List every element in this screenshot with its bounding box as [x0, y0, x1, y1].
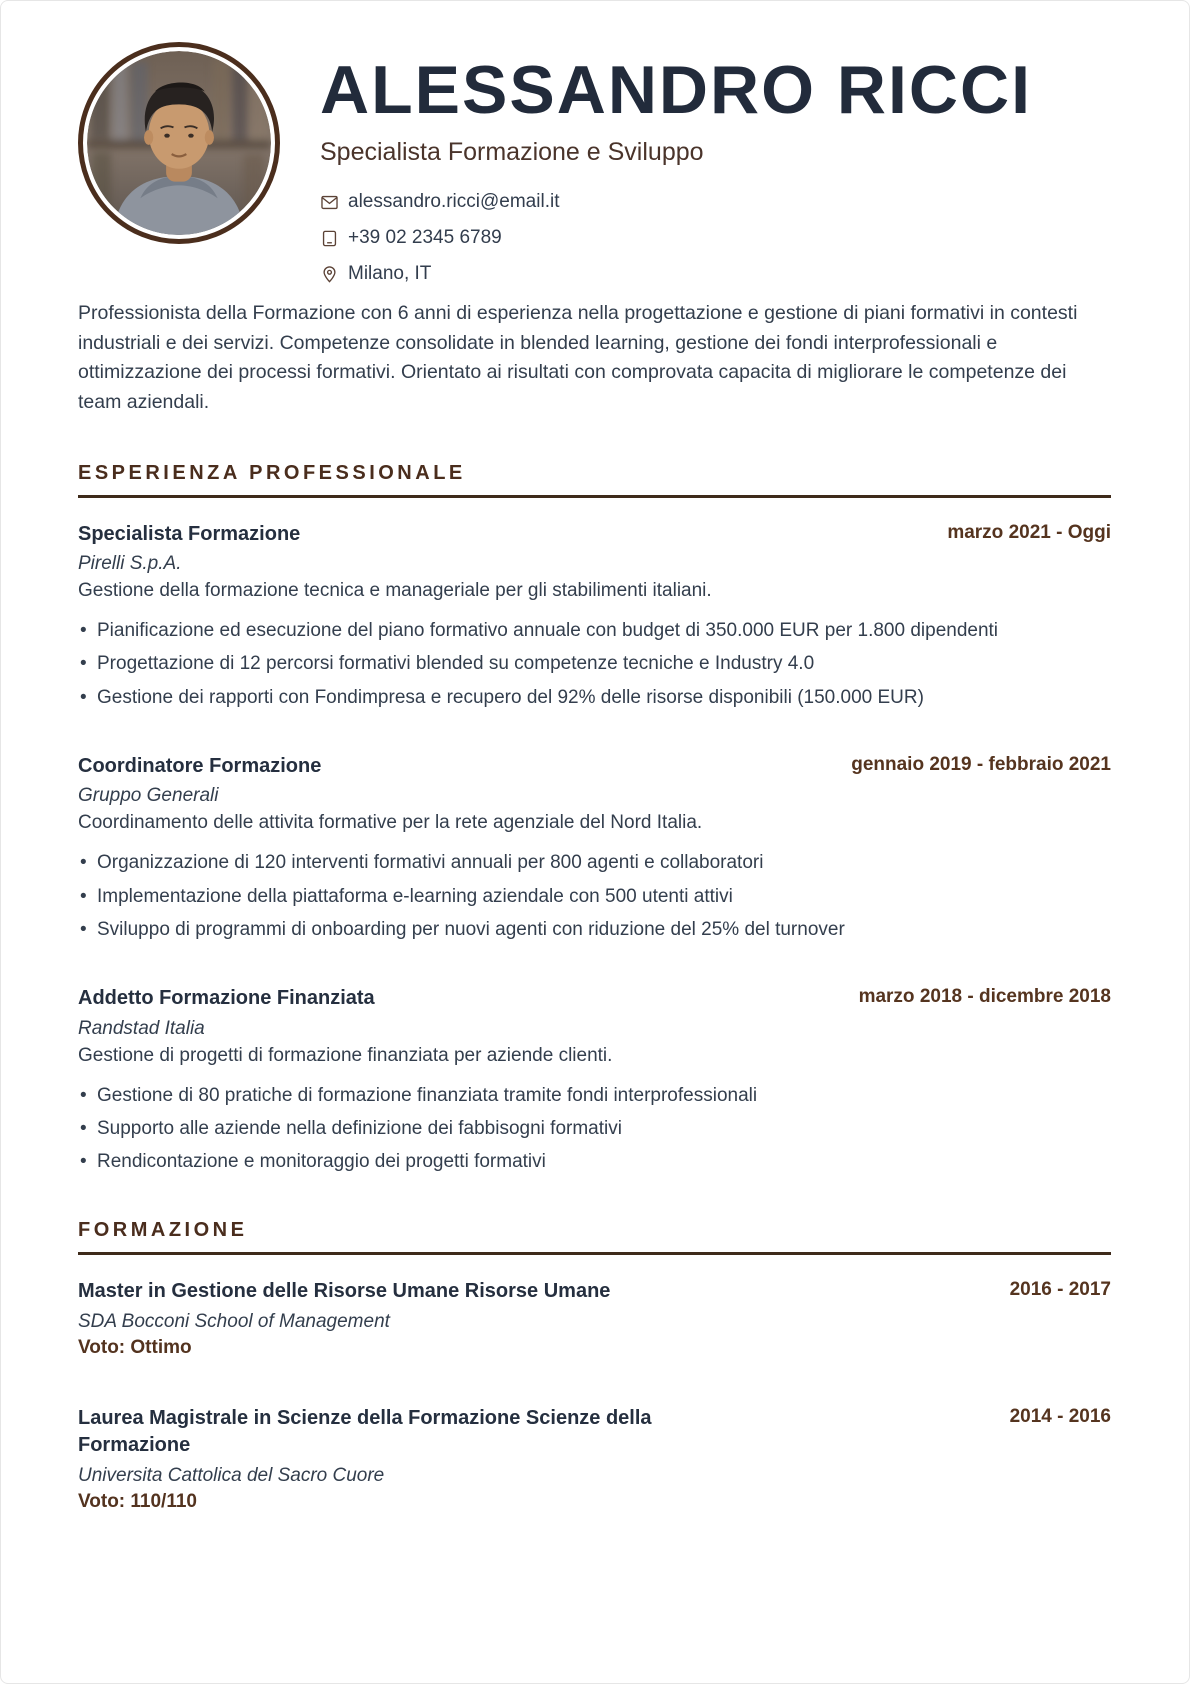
profile-photo [78, 42, 280, 244]
degree-dates: 2014 - 2016 [1009, 1405, 1111, 1427]
person-name: ALESSANDRO RICCI [320, 52, 1033, 128]
grade: Voto: 110/110 [78, 1491, 197, 1513]
job-bullet: • Supporto alle aziende nella definizione dei fabbisogni formativi [78, 1116, 1111, 1142]
phone-icon [320, 229, 339, 248]
header-main [320, 42, 1111, 285]
section-education [78, 1219, 1111, 1513]
job-bullet: • Progettazione di 12 percorsi formativi blended su competenze tecniche e Industry 4.0 [78, 651, 1111, 677]
job-dates: marzo 2018 - dicembre 2018 [858, 986, 1111, 1007]
entry-head [78, 1278, 1111, 1306]
job-company: Randstad Italia [78, 1017, 205, 1039]
contact-phone [320, 227, 1111, 249]
person-job-title: Specialista Formazione e Sviluppo [320, 138, 704, 166]
job-company: Pirelli S.p.A. [78, 553, 182, 575]
contact-list [320, 191, 1111, 285]
contact-phone-text: +39 02 2345 6789 [348, 227, 502, 248]
school-name: Universita Cattolica del Sacro Cuore [78, 1465, 385, 1487]
degree-dates: 2016 - 2017 [1009, 1279, 1111, 1301]
job-description: Gestione di progetti di formazione finanziata per aziende clienti. [78, 1044, 613, 1066]
job-bullet-list [78, 1083, 1111, 1176]
degree-title: Master in Gestione delle Risorse Umane Risorse Umane [78, 1280, 611, 1303]
job-description: Coordinamento delle attivita formative per la rete agenziale del Nord Italia. [78, 812, 703, 834]
entry-head [78, 521, 1111, 549]
section-divider [78, 495, 1111, 498]
job-bullet: • Rendicontazione e monitoraggio dei progetti formativi [78, 1149, 1111, 1175]
entry-head [78, 985, 1111, 1013]
job-bullet: • Implementazione della piattaforma e-learning aziendale con 500 utenti attivi [78, 884, 1111, 910]
entry-head [78, 1405, 1111, 1460]
email-icon [320, 193, 339, 212]
experience-entry [78, 521, 1111, 711]
job-dates: gennaio 2019 - febbraio 2021 [851, 753, 1111, 775]
job-bullet-list [78, 850, 1111, 943]
education-entry [78, 1278, 1111, 1359]
job-bullet: • Pianificazione ed esecuzione del piano formativo annuale con budget di 350.000 EUR per 1.800 dipendenti [78, 618, 1111, 644]
header [78, 42, 1111, 285]
school-name: SDA Bocconi School of Management [78, 1310, 390, 1332]
job-bullet: • Gestione di 80 pratiche di formazione finanziata tramite fondi interprofessionali [78, 1083, 1111, 1109]
job-title: Addetto Formazione Finanziata [78, 987, 375, 1009]
experience-entry [78, 985, 1111, 1175]
job-bullet: • Organizzazione di 120 interventi formativi annuali per 800 agenti e collaboratori [78, 850, 1111, 876]
section-experience [78, 462, 1111, 1176]
experience-entry [78, 753, 1111, 943]
contact-location [320, 263, 1111, 285]
contact-email-text: alessandro.ricci@email.it [348, 191, 560, 212]
profile-photo-illustration [87, 51, 271, 235]
location-icon [320, 265, 339, 284]
job-bullet: • Gestione dei rapporti con Fondimpresa e recupero del 92% delle risorse disponibili (150.000 EUR) [78, 685, 1111, 711]
job-dates: marzo 2021 - Oggi [947, 521, 1111, 543]
job-title: Specialista Formazione [78, 522, 301, 545]
cv-content [1, 1, 1189, 1513]
grade: Voto: Ottimo [78, 1336, 192, 1358]
job-description: Gestione della formazione tecnica e manageriale per gli stabilimenti italiani. [78, 580, 712, 602]
degree-title: Laurea Magistrale in Scienze della Formazione Scienze della Formazione [78, 1406, 652, 1457]
job-title: Coordinatore Formazione [78, 754, 322, 777]
section-divider [78, 1252, 1111, 1255]
contact-location-text: Milano, IT [348, 263, 432, 284]
profile-summary: Professionista della Formazione con 6 anni di esperienza nella progettazione e gestione di piani formativi in contesti industriali e dei servizi. Competenze consolidate in blended learning, gestione dei fondi interprofessionali e ottimizzazione dei processi formativi. Orientato ai risultati con comprovata capacita di migliorare le competenze dei team aziendali. [78, 302, 1078, 413]
job-company: Gruppo Generali [78, 785, 219, 807]
entry-head [78, 753, 1111, 781]
contact-email [320, 191, 1111, 213]
job-bullet: • Sviluppo di programmi di onboarding per nuovi agenti con riduzione del 25% del turnover [78, 917, 1111, 943]
experience-heading: ESPERIENZA PROFESSIONALE [78, 461, 466, 484]
education-entry [78, 1405, 1111, 1513]
education-heading: FORMAZIONE [78, 1219, 248, 1242]
job-bullet-list [78, 618, 1111, 711]
